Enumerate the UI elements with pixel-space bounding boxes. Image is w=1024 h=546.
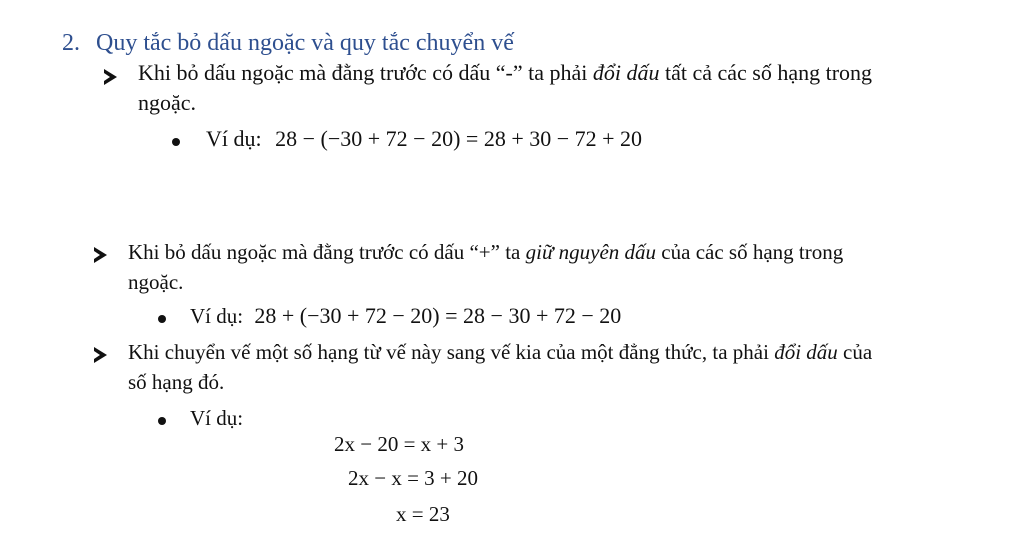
rule2-bullet-icon [158, 315, 166, 323]
rule1-line1 [138, 58, 872, 88]
rule2-text-post: của các số hạng trong [656, 240, 844, 264]
rule1-emphasis: đổi dấu [592, 60, 660, 85]
rule2-example-label: Ví dụ: [190, 304, 244, 328]
rule3-line1 [128, 337, 872, 367]
rule3-text-pre: Khi chuyển vế một số hạng từ vế này sang vế kia của một đẳng thức, ta phải [128, 340, 775, 364]
rule1-line2: ngoặc. [138, 90, 197, 115]
equation-line: x = 23 [396, 502, 450, 526]
rule2-example [190, 301, 621, 331]
rule1-arrow-icon [104, 68, 117, 89]
rule1-text-pre: Khi bỏ dấu ngoặc mà đằng trước có dấu “-” ta phải [138, 60, 593, 85]
rule3-line2: số hạng đó. [128, 370, 225, 394]
rule2-line1 [128, 237, 843, 267]
rule2-example-math: 28 + (−30 + 72 − 20) = 28 − 30 + 72 − 20 [254, 303, 622, 328]
rule1-example-label: Ví dụ: [206, 126, 262, 151]
section-heading [62, 30, 514, 57]
rule3-text-post: của [837, 340, 873, 364]
rule1-bullet-icon [172, 138, 180, 146]
rule3-example-label: Ví dụ: [190, 406, 244, 430]
equation-line: 2x − x = 3 + 20 [348, 466, 479, 490]
rule3-arrow-icon [94, 346, 107, 367]
rule1-text-post: tất cả các số hạng trong [659, 60, 873, 85]
rule2-arrow-icon [94, 246, 107, 267]
section-number: 2. [62, 30, 80, 56]
rule3-bullet-icon [158, 417, 166, 425]
rule1-example [206, 124, 642, 154]
rule2-emphasis: giữ nguyên dấu [525, 240, 657, 264]
rule2-line2: ngoặc. [128, 270, 184, 294]
rule2-text-pre: Khi bỏ dấu ngoặc mà đằng trước có dấu “+” ta [128, 240, 526, 264]
equation-line: 2x − 20 = x + 3 [334, 432, 465, 456]
rule1-example-math: 28 − (−30 + 72 − 20) = 28 + 30 − 72 + 20 [275, 126, 643, 151]
section-title: Quy tắc bỏ dấu ngoặc và quy tắc chuyển vế [96, 30, 514, 56]
rule3-emphasis: đổi dấu [774, 340, 838, 364]
